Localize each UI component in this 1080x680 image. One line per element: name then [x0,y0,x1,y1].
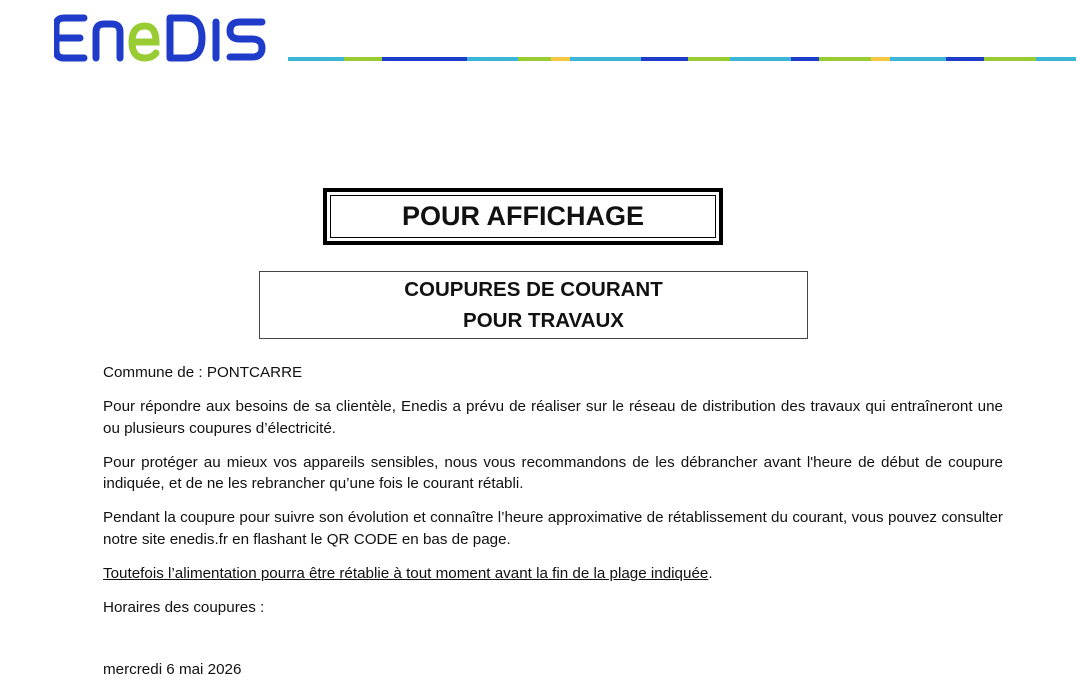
brand-divider-segment [344,57,382,61]
notice-subtitle-box [259,271,808,339]
paragraph-works: Pour répondre aux besoins de sa clientèle, Enedis a prévu de réaliser sur le réseau de distribution des travaux qui entraîneront une ou plusieurs coupures d’électricité. [103,398,1003,437]
schedule-heading: Horaires des coupures : [103,598,265,616]
warning-period: . [708,564,713,582]
brand-divider-segment [382,57,467,61]
brand-divider-segment [984,57,1036,61]
brand-divider-segment [288,57,344,61]
brand-divider-line [288,57,1076,61]
brand-divider-segment [791,57,819,61]
notice-subtitle-line2: POUR TRAVAUX [463,309,624,332]
notice-title: POUR AFFICHAGE [330,195,716,238]
brand-divider-segment [871,57,890,61]
brand-divider-segment [890,57,946,61]
commune-line: Commune de : PONTCARRE [103,364,303,381]
brand-divider-segment [641,57,688,61]
brand-divider-segment [819,57,871,61]
enedis-logo-mark [54,12,282,64]
brand-divider-segment [1036,57,1076,61]
brand-divider-segment [570,57,641,61]
warning-underlined-text: Toutefois l’alimentation pourra être rétablie à tout moment avant la fin de la plage indiquée [103,564,709,582]
paragraph-follow-outage: Pendant la coupure pour suivre son évolution et connaître l’heure approximative de rétablissement du courant, vous pouvez consulter notre site enedis.fr en flashant le QR CODE en bas de page. [103,509,1003,548]
brand-divider-segment [518,57,551,61]
notice-title-box [323,188,723,245]
brand-divider-segment [551,57,570,61]
brand-divider-segment [946,57,984,61]
warning-line [103,563,1003,585]
notice-subtitle-line1: COUPURES DE COURANT [404,278,663,301]
outage-date: mercredi 6 mai 2026 [103,661,242,678]
paragraph-protect-devices: Pour protéger au mieux vos appareils sensibles, nous vous recommandons de les débrancher avant l'heure de début de coupure indiquée, et de ne les rebrancher qu’une fois le courant rétabli. [103,453,1003,492]
brand-divider-segment [688,57,730,61]
brand-divider-segment [467,57,519,61]
brand-divider-segment [730,57,791,61]
enedis-logo [54,12,282,64]
notice-body [103,362,1003,631]
